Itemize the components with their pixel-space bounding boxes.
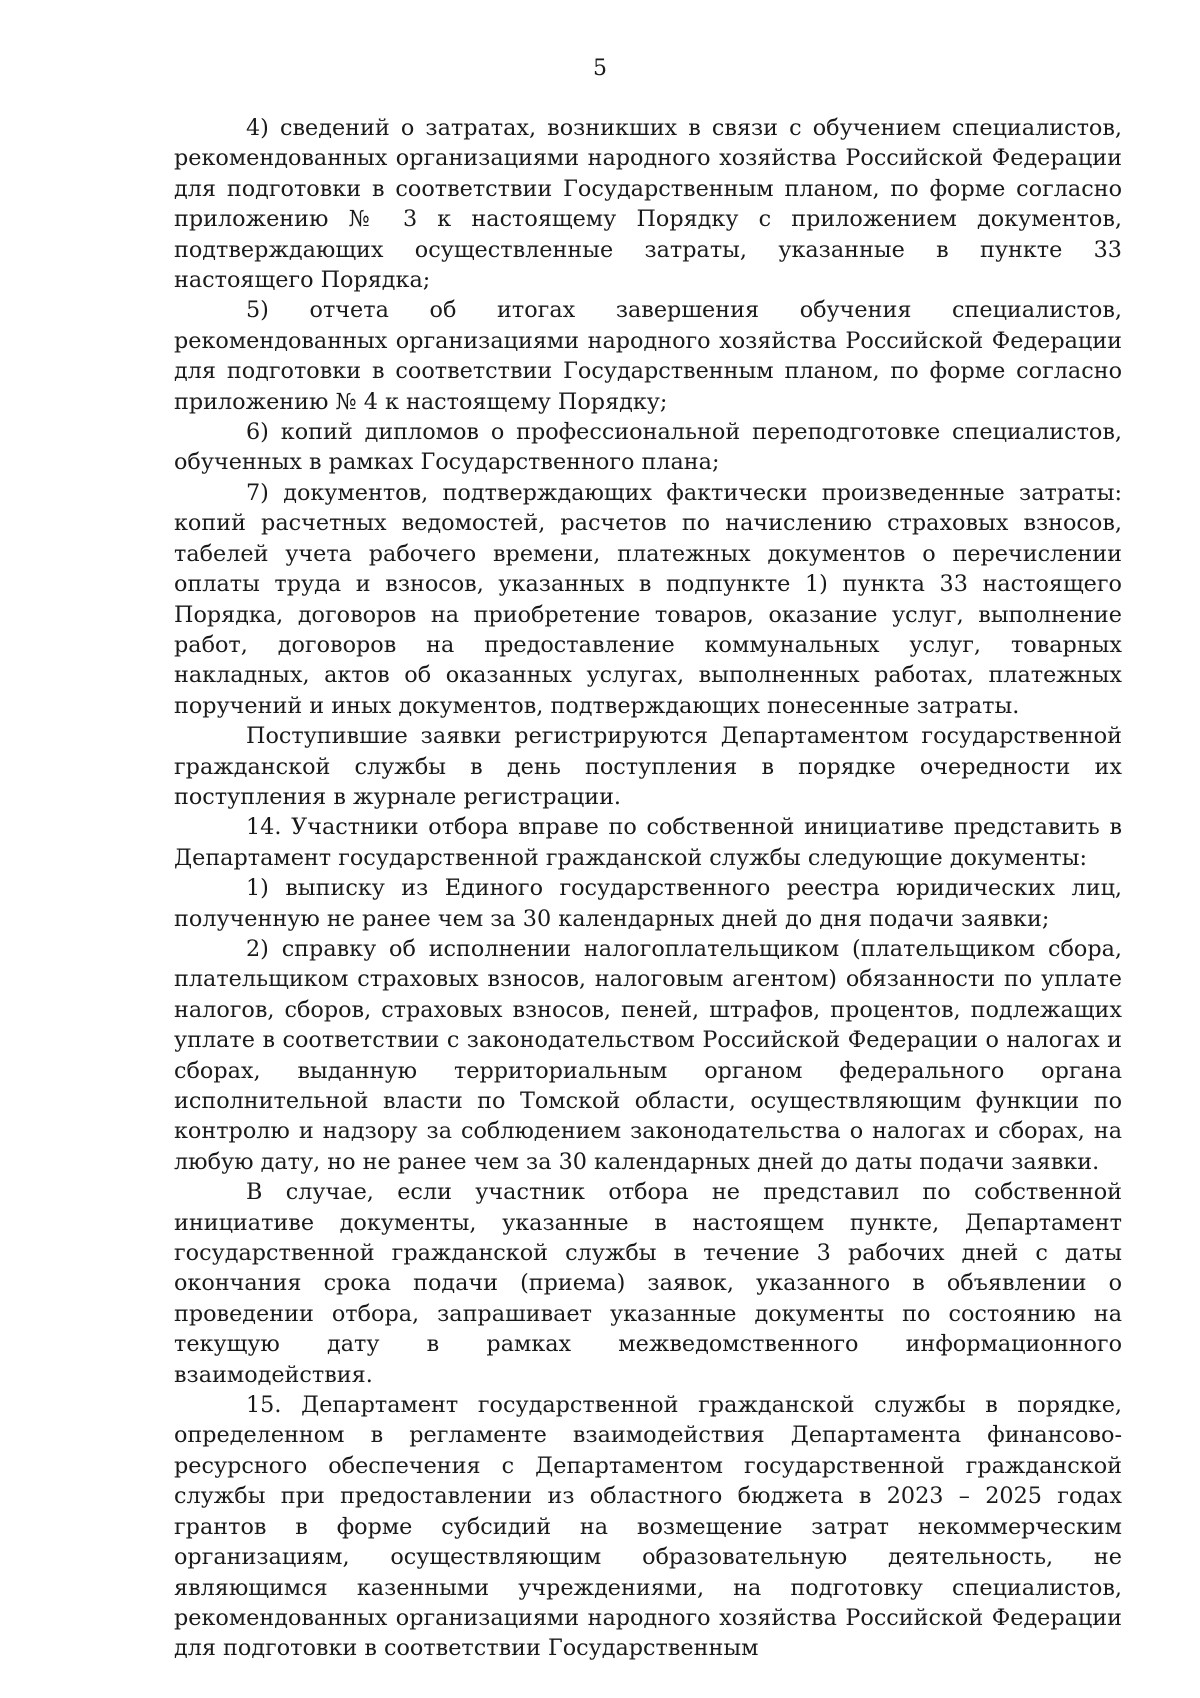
paragraph-item-4-expense-info: 4) сведений о затратах, возникших в связи с обучением специалистов, рекомендованных организациями народного хозяйства Российской Федерации для подготовки в соответствии Государственным планом, по форме согласно приложению № 3 к настоящему Порядку с приложением документов, подтверждающих осуществленные затраты, указанные в пункте 33 настоящего Порядка; [174,115,1122,294]
paragraph-item-5-training-report: 5) отчета об итогах завершения обучения специалистов, рекомендованных организациями народного хозяйства Российской Федерации для подготовки в соответствии Государственным планом, по форме согласно приложению № 4 к настоящему Порядку; [174,297,1122,415]
paragraph-clause-14-item-1: 1) выписку из Единого государственного реестра юридических лиц, полученную не ранее чем за 30 календарных дней до дня подачи заявки; [174,875,1122,932]
page-number: 5 [593,56,607,81]
paragraph-applications-registration: Поступившие заявки регистрируются Департаментом государственной гражданской службы в день поступления в порядке очередности их поступления в журнале регистрации. [174,723,1122,810]
paragraph-clause-14: 14. Участники отбора вправе по собственной инициативе представить в Департамент государственной гражданской службы следующие документы: [174,814,1122,871]
paragraph-clause-14-item-2: 2) справку об исполнении налогоплательщиком (плательщиком сбора, плательщиком страховых взносов, налоговым агентом) обязанности по уплате налогов, сборов, страховых взносов, пеней, штрафов, процентов, подлежащих уплате в соответствии с законодательством Российской Федерации о налогах и сборах, выданную территориальным органом федерального органа исполнительной власти по Томской области, осуществляющим функции по контролю и надзору за соблюдением законодательства о налогах и сборах, на любую дату, но не ранее чем за 30 календарных дней до даты подачи заявки. [174,935,1122,1175]
paragraph-interagency-request: В случае, если участник отбора не представил по собственной инициативе документы, указанные в настоящем пункте, Департамент государственной гражданской службы в течение 3 рабочих дней с даты окончания срока подачи (приема) заявок, указанного в объявлении о проведении отбора, запрашивает указанные документы по состоянию на текущую дату в рамках межведомственного информационного взаимодействия. [174,1179,1122,1388]
document-body [174,113,1122,1664]
paragraph-item-6-diploma-copies: 6) копий дипломов о профессиональной переподготовке специалистов, обученных в рамках Государственного плана; [174,419,1122,476]
paragraph-item-7-expense-documents: 7) документов, подтверждающих фактически произведенные затраты: копий расчетных ведомостей, расчетов по начислению страховых взносов, табелей учета рабочего времени, платежных документов о перечислении оплаты труда и взносов, указанных в подпункте 1) пункта 33 настоящего Порядка, договоров на приобретение товаров, оказание услуг, выполнение работ, договоров на предоставление коммунальных услуг, товарных накладных, актов об оказанных услугах, выполненных работах, платежных поручений и иных документов, подтверждающих понесенные затраты. [174,479,1122,719]
paragraph-clause-15: 15. Департамент государственной гражданской службы в порядке, определенном в регламенте взаимодействия Департамента финансово-ресурсного обеспечения с Департаментом государственной гражданской службы при предоставлении из областного бюджета в 2023 – 2025 годах грантов в форме субсидий на возмещение затрат некоммерческим организациям, осуществляющим образовательную деятельность, не являющимся казенными учреждениями, на подготовку специалистов, рекомендованных организациями народного хозяйства Российской Федерации для подготовки в соответствии Государственным [174,1392,1122,1662]
